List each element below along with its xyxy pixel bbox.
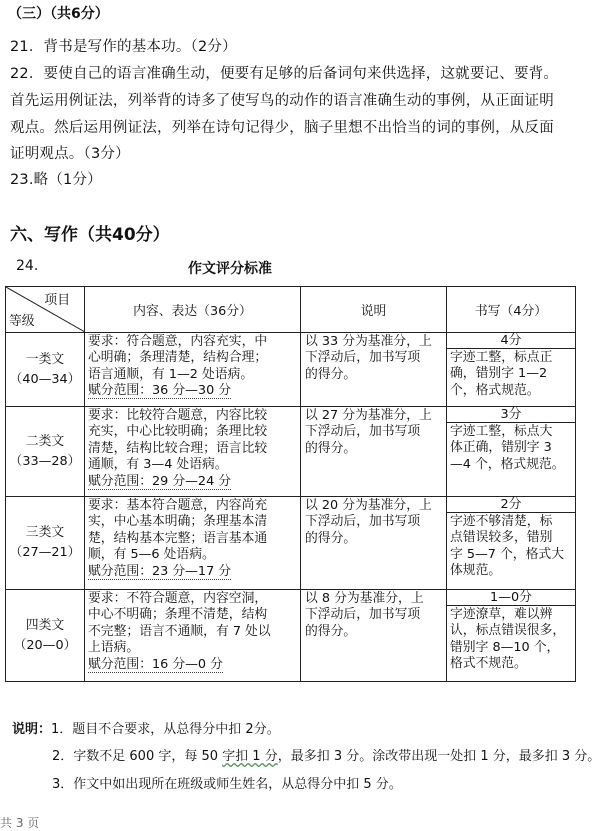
writing-line: 体规范。 xyxy=(450,563,502,579)
writing-line: 确，错别字 1—2 xyxy=(450,366,548,382)
grade-cell xyxy=(6,590,85,682)
writing-cell xyxy=(447,333,576,407)
page-footer: 共 3 页 xyxy=(0,816,40,830)
grade-row-3 xyxy=(6,497,576,590)
grade-cell xyxy=(6,497,85,590)
answer-23: 23.略（1分） xyxy=(10,172,102,188)
note-line: 的得分。 xyxy=(305,366,357,382)
header-diagonal-cell xyxy=(6,287,85,333)
grade-row-2 xyxy=(6,407,576,497)
req-line: 清楚，结构比较合理；语言比较 xyxy=(88,440,268,456)
note-line: 下浮动后，加书写项 xyxy=(305,607,421,623)
writing-line: 字迹不够清楚，标 xyxy=(450,514,553,529)
score-range: 赋分范围：36 分—30 分 xyxy=(88,383,232,399)
explanation-1-text: 1．题目不合要求，从总得分中扣 2分。 xyxy=(51,722,280,737)
req-line: 顺，有 5—6 处语病。 xyxy=(88,547,215,563)
req-line: 实，中心基本明确；条理基本清 xyxy=(88,514,268,530)
req-line: 要求：不符合题意，内容空洞， xyxy=(88,591,268,606)
grading-table-header-row xyxy=(6,287,576,333)
grade-range: （27—21） xyxy=(9,545,81,560)
answer-22-line-2: 首先运用例证法，列举背的诗多了使写鸟的动作的语言准确生动的事例，从正面证明 xyxy=(10,93,554,109)
req-line: 不完整；语言不通顺，有 7 处以 xyxy=(88,623,271,639)
grade-range: （40—34） xyxy=(9,371,81,387)
writing-line: 字迹工整，标点正 xyxy=(450,350,553,365)
note-line: 以 20 分为基准分，上 xyxy=(305,498,432,513)
grade-row-1 xyxy=(6,333,576,407)
content-cell xyxy=(85,497,301,590)
explanation-1 xyxy=(12,718,280,737)
req-line: 要求：符合题意，内容充实，中 xyxy=(88,334,268,349)
req-line: 充实，中心比较明确；条理比较 xyxy=(88,424,268,440)
writing-cell xyxy=(447,590,576,682)
req-line: 楚，结构基本完整；语言基本通 xyxy=(88,530,268,546)
req-line: 要求：基本符合题意，内容尚充 xyxy=(88,498,268,513)
note-line: 的得分。 xyxy=(305,440,357,456)
note-cell xyxy=(301,333,447,407)
header-content: 内容、表达（36分） xyxy=(85,287,301,333)
grade-name: 二类文 xyxy=(25,433,65,449)
explanation-3: 3．作文中如出现所在班级或师生姓名，从总得分中扣 5 分。 xyxy=(52,777,402,792)
grading-table-title: 作文评分标准 xyxy=(188,261,272,277)
score-range: 赋分范围：16 分—0 分 xyxy=(88,656,223,672)
writing-line: —4 个，格式规范。 xyxy=(450,456,565,472)
writing-score: 4分 xyxy=(447,333,575,349)
writing-cell xyxy=(447,497,576,590)
grade-name: 四类文 xyxy=(25,617,65,633)
content-cell xyxy=(85,590,301,682)
section3-title: （三）（共6分） xyxy=(8,6,109,22)
writing-line: 字迹工整，标点大 xyxy=(450,424,553,439)
content-cell xyxy=(85,333,301,407)
grade-row-4 xyxy=(6,590,576,682)
req-line: 通顺，有 3—4 处语病。 xyxy=(88,457,228,473)
writing-line: 认，标点错误很多， xyxy=(450,623,566,639)
req-line: 上语病。 xyxy=(88,640,140,656)
grading-table xyxy=(5,286,576,682)
grade-name: 一类文 xyxy=(25,351,65,367)
answer-22-line-1: 22．要使自己的语言准确生动，便要有足够的后备词句来供选择，这就要记、要背。 xyxy=(10,66,559,82)
writing-score: 3分 xyxy=(447,407,575,423)
explanation-2 xyxy=(52,745,600,764)
note-line: 下浮动后，加书写项 xyxy=(305,514,421,530)
header-grade-label: 等级 xyxy=(9,314,35,329)
score-range: 赋分范围：29 分—24 分 xyxy=(88,473,232,489)
writing-line: 字迹潦草，难以辨 xyxy=(450,607,553,622)
explanation-2-underlined: 字扣 1 分 xyxy=(222,749,278,764)
note-cell xyxy=(301,497,447,590)
writing-score: 1—0分 xyxy=(447,590,575,606)
writing-line: 格式不规范。 xyxy=(450,656,527,672)
note-line: 以 8 分为基准分，上 xyxy=(305,591,424,606)
writing-line: 错别字 8—10 个， xyxy=(450,639,560,655)
note-line: 下浮动后，加书写项 xyxy=(305,350,421,366)
grade-range: （20—0） xyxy=(13,637,77,653)
writing-line: 字 5—7 个，格式大 xyxy=(450,546,564,562)
grade-cell xyxy=(6,333,85,407)
writing-score: 2分 xyxy=(447,497,575,513)
req-line: 中心不明确；条理不清楚，结构 xyxy=(88,607,268,623)
header-writing: 书写（4分） xyxy=(447,287,576,333)
writing-line: 体正确，错别字 3 xyxy=(450,440,552,456)
explanation-2-post: ，最多扣 3 分。涂改带出现一处扣 1 分，最多扣 3 分。 xyxy=(277,749,601,764)
content-cell xyxy=(85,407,301,497)
req-line: 心明确；条理清楚，结构合理； xyxy=(88,350,268,366)
note-line: 以 33 分为基准分，上 xyxy=(305,334,432,349)
grade-name: 三类文 xyxy=(25,525,65,540)
grade-cell xyxy=(6,407,85,497)
section6-title: 六、写作（共40分） xyxy=(10,225,170,245)
req-line: 要求：比较符合题意，内容比较 xyxy=(88,408,268,423)
note-cell xyxy=(301,590,447,682)
answer-22-line-4: 证明观点。（3分） xyxy=(10,146,130,162)
answer-22-line-3: 观点。然后运用例证法，列举在诗句记得少，脑子里想不出恰当的词的事例，从反面 xyxy=(10,120,554,136)
explanation-label: 说明： xyxy=(12,722,52,737)
header-note: 说明 xyxy=(301,287,447,333)
req-line: 语言通顺，有 1—2 处语病。 xyxy=(88,366,254,382)
question-24-number: 24. xyxy=(16,258,39,274)
writing-line: 点错误较多，错别 xyxy=(450,530,553,546)
answer-21: 21．背书是写作的基本功。（2分） xyxy=(10,39,237,55)
note-cell xyxy=(301,407,447,497)
grade-range: （33—28） xyxy=(9,453,81,469)
note-line: 以 27 分为基准分，上 xyxy=(305,408,432,423)
score-range: 赋分范围：23 分—17 分 xyxy=(88,563,232,579)
writing-cell xyxy=(447,407,576,497)
header-item-label: 项目 xyxy=(44,293,70,308)
writing-line: 个，格式规范。 xyxy=(450,382,540,398)
note-line: 下浮动后，加书写项 xyxy=(305,424,421,440)
note-line: 的得分。 xyxy=(305,530,357,546)
note-line: 的得分。 xyxy=(305,623,357,639)
explanation-2-pre: 2．字数不足 600 字，每 50 xyxy=(52,749,223,764)
